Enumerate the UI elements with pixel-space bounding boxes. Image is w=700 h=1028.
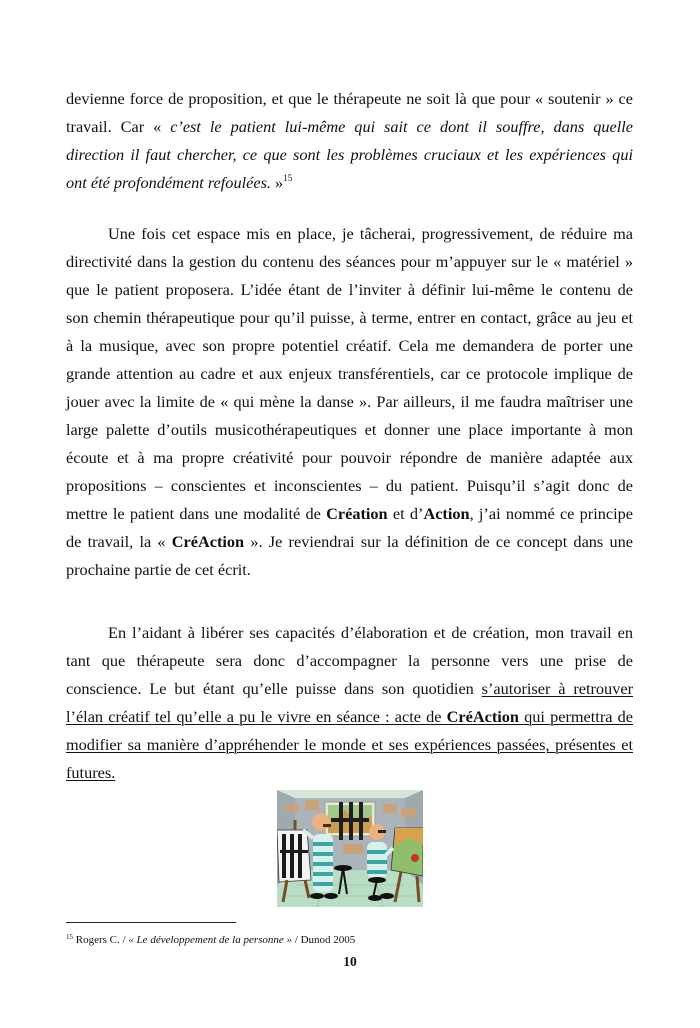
footnote-15: [66, 930, 355, 947]
text-line: [66, 623, 633, 643]
text-line: [66, 280, 633, 300]
footnote-number: 15: [66, 933, 73, 941]
bold-term: CréAction: [171, 532, 245, 551]
text-line: [66, 504, 633, 524]
bold-term: CréAction: [446, 707, 519, 726]
text-run: et d’: [387, 504, 424, 523]
text-line: [66, 224, 633, 244]
text-line: [66, 117, 633, 137]
underlined-text: l’élan créatif tel qu’elle a pu le vivre en séance : acte de: [66, 707, 447, 726]
text-run: , j’ai nommé ce principe: [469, 504, 633, 523]
text-line: [66, 308, 633, 328]
underlined-text: qui permettra de: [519, 707, 634, 726]
underlined-text: futures.: [66, 763, 116, 782]
text-line: [66, 89, 633, 109]
bold-term: Création: [326, 504, 388, 523]
text-run: écoute et à ma propre créativité pour pouvoir répondre de manière adaptée aux: [66, 448, 633, 467]
text-line: [66, 173, 633, 193]
text-run: de travail, la «: [66, 532, 172, 551]
text-line: [66, 336, 633, 356]
text-run: travail. Car «: [66, 117, 171, 136]
text-line: [66, 679, 633, 699]
prisoners-painting-image: [277, 790, 423, 907]
text-line: [66, 420, 633, 440]
text-run: tant que thérapeute sera donc d’accompagner la personne vers une prise de: [66, 651, 633, 670]
text-run: »: [270, 173, 284, 192]
text-line: [66, 651, 633, 671]
text-run: grande attention au cadre et aux enjeux transférentiels, car ce protocole implique de: [66, 364, 633, 383]
text-line: [66, 763, 633, 783]
text-run: prochaine partie de cet écrit.: [66, 560, 251, 579]
bold-term: Action: [423, 504, 470, 523]
text-run: jouer avec la limite de « qui mène la danse ». Par ailleurs, il me faudra maîtriser une: [66, 392, 633, 411]
text-run: conscience. Le but étant qu’elle puisse dans son quotidien: [66, 679, 482, 698]
text-line: [66, 392, 633, 412]
text-run: à la musique, avec son propre potentiel créatif. Cela me demandera de porter une: [66, 336, 633, 355]
text-line: [66, 532, 633, 552]
footnote-publisher: / Dunod 2005: [292, 934, 356, 946]
footnote-title: « Le développement de la personne »: [128, 934, 293, 946]
quote-text: c’est le patient lui-même qui sait ce dont il souffre, dans quelle: [170, 117, 634, 136]
cartoon-illustration: [277, 790, 423, 907]
text-line: [66, 252, 633, 272]
text-run: En l’aidant à libérer ses capacités d’élaboration et de création, mon travail en: [108, 623, 633, 642]
footnote-separator: [66, 922, 236, 923]
text-line: [66, 145, 633, 165]
text-run: mettre le patient dans une modalité de: [66, 504, 327, 523]
text-run: Une fois cet espace mis en place, je tâcherai, progressivement, de réduire ma: [108, 224, 633, 243]
quote-text: ont été profondément refoulées.: [66, 173, 271, 192]
page-number: 10: [343, 954, 357, 969]
text-line: [66, 364, 633, 384]
text-line: [66, 448, 633, 468]
quote-text: direction il faut chercher, ce que sont les problèmes cruciaux et les expériences qui: [66, 145, 633, 164]
text-line: [66, 476, 633, 496]
underlined-text: modifier sa manière d’appréhender le monde et ses expériences passées, présentes et: [66, 735, 633, 754]
underlined-text: s’autoriser à retrouver: [481, 679, 633, 698]
text-run: son chemin thérapeutique pour qu’il puisse, à terme, entrer en contact, grâce au jeu et: [66, 308, 633, 327]
text-run: large palette d’outils musicothérapeutiques et donner une place importante à mon: [66, 420, 633, 439]
text-run: que le patient proposera. L’idée étant de l’inviter à définir lui-même le contenu de: [66, 280, 633, 299]
text-line: [66, 735, 633, 755]
text-run: ». Je reviendrai sur la définition de ce concept dans une: [244, 532, 633, 551]
text-run: directivité dans la gestion du contenu des séances pour m’appuyer sur le « matériel »: [66, 252, 633, 271]
text-line: [66, 707, 633, 727]
footnote-author: Rogers C. /: [75, 934, 129, 946]
text-run: devienne force de proposition, et que le thérapeute ne soit là que pour « soutenir » ce: [66, 89, 633, 108]
text-line: [66, 560, 633, 580]
footnote-reference[interactable]: 15: [283, 173, 293, 183]
text-run: propositions – conscientes et inconscientes – du patient. Puisqu’il s’agit donc de: [66, 476, 633, 495]
